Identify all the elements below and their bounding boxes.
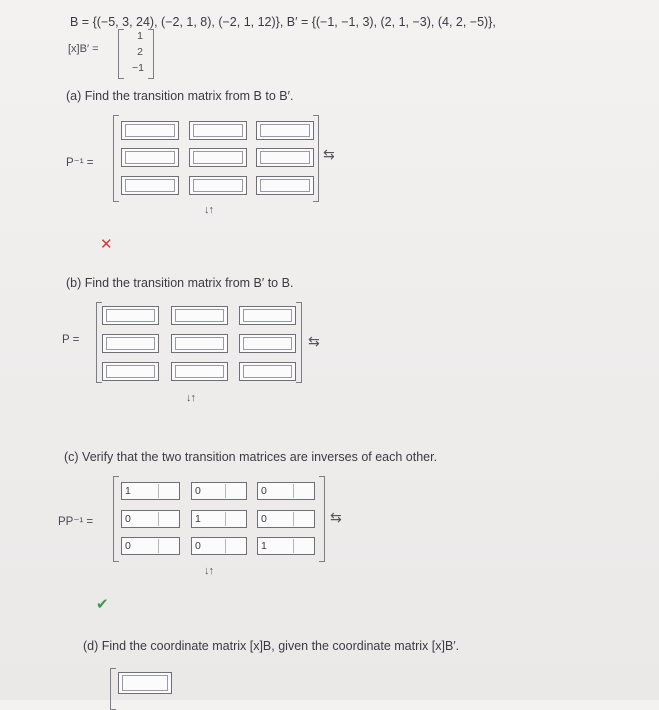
part-c-cell[interactable]: 1	[257, 537, 315, 555]
part-a-matrix-label: P⁻¹ =	[66, 157, 94, 169]
part-a-cell[interactable]	[121, 148, 179, 167]
part-c-cell[interactable]: 1	[121, 482, 180, 500]
part-a-incorrect-icon: ✕	[100, 236, 113, 253]
part-a-question: (a) Find the transition matrix from B to B′.	[66, 89, 294, 103]
part-b-cell[interactable]	[171, 362, 228, 381]
part-b-col-resize-icon[interactable]: ↓↑	[186, 392, 195, 404]
bases-definition	[70, 15, 496, 29]
part-a-cell[interactable]	[121, 121, 179, 140]
part-a-cell[interactable]	[256, 121, 314, 140]
coord-vector-bracket-left	[118, 29, 124, 79]
part-c-cell[interactable]: 0	[191, 537, 247, 555]
part-b-cell[interactable]	[239, 334, 296, 353]
part-d-bracket-left	[110, 668, 116, 710]
coord-vector-bracket-right	[148, 29, 154, 79]
part-b-row-resize-icon[interactable]: ⇆	[308, 333, 320, 349]
part-c-question: (c) Verify that the two transition matrices are inverses of each other.	[64, 450, 438, 464]
coord-vector-entry: 2	[137, 46, 143, 58]
part-c-cell[interactable]: 0	[121, 537, 180, 555]
part-c-cell[interactable]: 0	[191, 482, 247, 500]
part-a-bracket-left	[113, 115, 119, 202]
part-c-row-resize-icon[interactable]: ⇆	[330, 509, 342, 525]
part-a-cell[interactable]	[256, 176, 314, 195]
part-a-col-resize-icon[interactable]: ↓↑	[204, 204, 213, 216]
part-d-question: (d) Find the coordinate matrix [x]B, given the coordinate matrix [x]B′.	[83, 639, 460, 653]
part-c-cell[interactable]: 0	[257, 482, 315, 500]
bases-text: B = {(−5, 3, 24), (−2, 1, 8), (−2, 1, 12)}, B′ = {(−1, −1, 3), (2, 1, −3), (4, 2, −5)},	[70, 15, 496, 29]
part-c-col-resize-icon[interactable]: ↓↑	[204, 565, 213, 577]
part-c-cell[interactable]: 0	[121, 510, 180, 528]
part-b-cell[interactable]	[102, 334, 159, 353]
part-c-bracket-right	[319, 476, 325, 562]
part-c-bracket-left	[113, 476, 119, 562]
coord-vector-entry: −1	[132, 62, 144, 74]
part-a-row-resize-icon[interactable]: ⇆	[323, 146, 335, 162]
part-c-cell[interactable]: 0	[257, 510, 315, 528]
part-a-cell[interactable]	[189, 121, 247, 140]
part-b-cell[interactable]	[171, 334, 228, 353]
part-d-cell[interactable]	[118, 672, 172, 694]
part-b-bracket-right	[296, 302, 302, 383]
coord-vector-entry: 1	[137, 30, 143, 42]
part-b-cell[interactable]	[239, 362, 296, 381]
part-a-cell[interactable]	[189, 176, 247, 195]
part-b-cell[interactable]	[102, 362, 159, 381]
part-c-cell[interactable]: 1	[191, 510, 247, 528]
part-b-cell[interactable]	[102, 306, 159, 325]
part-c-correct-icon: ✔	[96, 596, 109, 613]
part-b-question: (b) Find the transition matrix from B′ to B.	[66, 276, 294, 290]
part-b-cell[interactable]	[239, 306, 296, 325]
part-a-cell[interactable]	[189, 148, 247, 167]
part-c-matrix-label: PP⁻¹ =	[58, 516, 94, 528]
part-b-cell[interactable]	[171, 306, 228, 325]
coord-vector-label: [x]B′ =	[68, 43, 99, 55]
part-a-cell[interactable]	[121, 176, 179, 195]
part-a-cell[interactable]	[256, 148, 314, 167]
part-b-matrix-label: P =	[62, 334, 80, 346]
